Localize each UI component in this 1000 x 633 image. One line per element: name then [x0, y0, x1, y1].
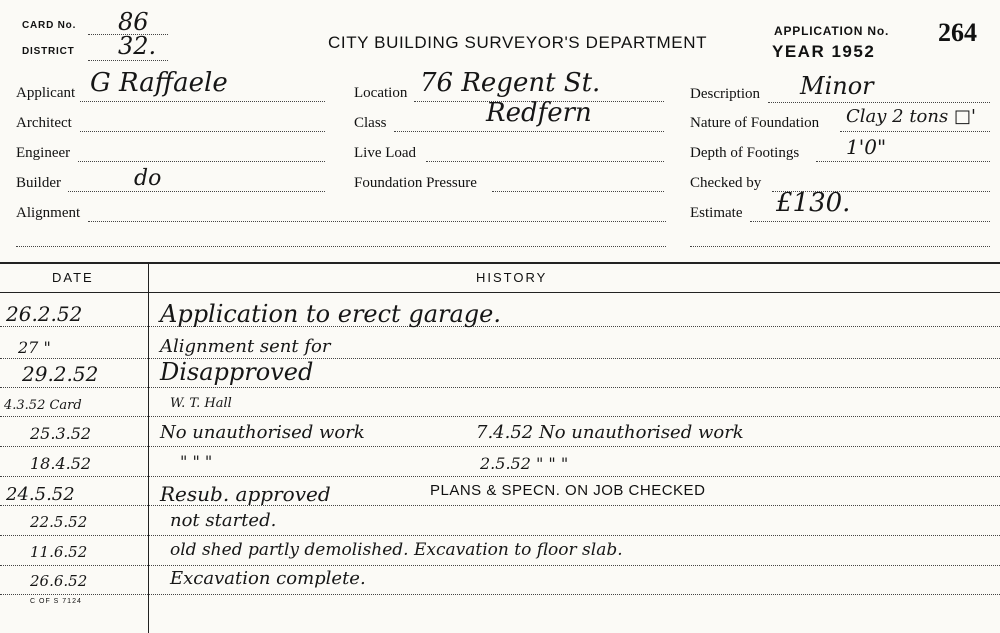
row-history: not started. — [170, 510, 277, 531]
district-value: 32. — [118, 32, 157, 60]
row-history: Disapproved — [160, 358, 314, 386]
row-history: Resub. approved — [160, 482, 331, 506]
row-date: 26.6.52 — [30, 572, 88, 590]
row-history-continued: 2.5.52 " " " — [480, 454, 569, 473]
row-history: W. T. Hall — [170, 396, 232, 411]
row-date: 27 " — [18, 338, 51, 357]
applicant-label: Applicant — [16, 85, 76, 101]
department-title: CITY BUILDING SURVEYOR'S DEPARTMENT — [328, 33, 708, 52]
form-code: C OF S 7124 — [30, 598, 82, 605]
nature-of-foundation-label: Nature of Foundation — [690, 115, 820, 131]
row-date: 4.3.52 Card — [4, 398, 82, 413]
description-label: Description — [690, 86, 760, 102]
row-date: 29.2.52 — [22, 362, 99, 386]
class-value: Redfern — [486, 98, 592, 128]
applicant-value: G Raffaele — [90, 68, 228, 98]
row-history: " " " — [180, 452, 213, 471]
alignment-label: Alignment — [16, 205, 81, 221]
nature-of-foundation-value: Clay 2 tons □' — [846, 106, 976, 127]
architect-label: Architect — [16, 115, 72, 131]
location-value: 76 Regent St. — [420, 68, 601, 98]
estimate-value: £130. — [776, 188, 851, 218]
class-label: Class — [354, 115, 387, 131]
application-no-label: APPLICATION No. — [774, 24, 890, 38]
row-history-continued: 7.4.52 No unauthorised work — [476, 422, 744, 443]
district-label: DISTRICT — [22, 46, 75, 57]
foundation-pressure-label: Foundation Pressure — [354, 175, 477, 191]
checked-by-label: Checked by — [690, 175, 762, 191]
row-date: 24.5.52 — [6, 484, 75, 505]
row-history: old shed partly demolished. Excavation to floor slab. — [170, 540, 623, 560]
date-header: DATE — [52, 270, 94, 285]
builder-label: Builder — [16, 175, 61, 191]
location-label: Location — [354, 85, 408, 101]
year-label: YEAR 1952 — [772, 42, 876, 61]
row-printed-stamp: PLANS & SPECN. ON JOB CHECKED — [430, 482, 706, 499]
date-column-divider — [148, 262, 149, 633]
row-date: 26.2.52 — [6, 302, 83, 326]
row-history: Application to erect garage. — [160, 300, 501, 328]
row-history: Alignment sent for — [160, 336, 331, 357]
card-no-label: CARD No. — [22, 20, 77, 31]
table-top-rule — [0, 262, 1000, 264]
engineer-label: Engineer — [16, 145, 71, 161]
table-header-rule — [0, 292, 1000, 293]
row-date: 11.6.52 — [30, 543, 88, 561]
row-date: 25.3.52 — [30, 424, 92, 443]
row-history: Excavation complete. — [170, 568, 366, 589]
row-date: 18.4.52 — [30, 454, 92, 473]
depth-of-footings-label: Depth of Footings — [690, 145, 800, 161]
live-load-label: Live Load — [354, 145, 417, 161]
builder-value: do — [134, 166, 162, 191]
row-date: 22.5.52 — [30, 513, 88, 531]
depth-of-footings-value: 1'0" — [846, 135, 887, 159]
row-history: No unauthorised work — [160, 422, 365, 443]
description-value: Minor — [800, 72, 874, 100]
estimate-label: Estimate — [690, 205, 743, 221]
card-no-value: 86 — [118, 8, 149, 36]
history-header: HISTORY — [476, 270, 548, 285]
application-no-value: 264 — [938, 18, 977, 47]
